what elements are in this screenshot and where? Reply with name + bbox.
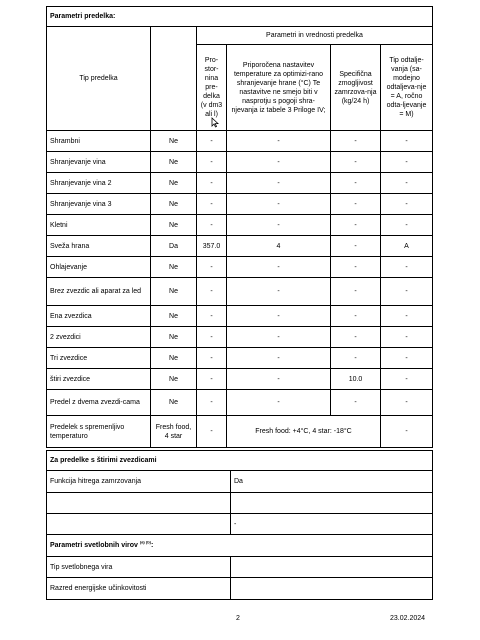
compartment-parameters-table	[46, 6, 433, 448]
compartment-capacity: -	[331, 236, 381, 257]
light-source-title-row	[47, 535, 433, 557]
compartment-name: Brez zvezdic ali aparat za led	[47, 278, 151, 306]
compartment-name: Kletni	[47, 215, 151, 236]
compartment-present: Ne	[151, 152, 197, 173]
light-source-label: Razred energijske učinkovitosti	[47, 578, 231, 600]
light-source-label: Tip svetlobnega vira	[47, 557, 231, 578]
compartment-capacity: -	[331, 194, 381, 215]
compartment-temperature: -	[227, 215, 331, 236]
compartment-present: Ne	[151, 327, 197, 348]
light-source-value	[231, 557, 433, 578]
light-source-title-suffix: :	[150, 542, 154, 549]
compartment-row	[47, 236, 433, 257]
compartment-row	[47, 215, 433, 236]
section-title: Parametri predelka:	[47, 7, 433, 27]
compartment-row	[47, 194, 433, 215]
compartment-name: Ohlajevanje	[47, 257, 151, 278]
compartment-name: Predel z dvema zvezdi-cama	[47, 390, 151, 416]
compartment-volume: -	[197, 131, 227, 152]
compartment-present: Ne	[151, 194, 197, 215]
compartment-capacity: -	[331, 215, 381, 236]
compartment-volume: -	[197, 369, 227, 390]
compartment-present: Ne	[151, 369, 197, 390]
compartment-row	[47, 131, 433, 152]
light-source-value	[231, 578, 433, 600]
four-star-value	[231, 493, 433, 514]
compartment-capacity: -	[331, 306, 381, 327]
compartment-name: Sveža hrana	[47, 236, 151, 257]
col-header-present	[151, 27, 197, 131]
compartment-volume: -	[197, 215, 227, 236]
light-source-row	[47, 557, 433, 578]
four-star-row	[47, 471, 433, 493]
compartment-present: Ne	[151, 306, 197, 327]
four-star-value: Da	[231, 471, 433, 493]
variable-row-temperature: Fresh food: +4°C, 4 star: -18°C	[227, 416, 381, 448]
col-header-capacity: Specifična zmogljivost zamrzova-nja (kg/24 h)	[331, 45, 381, 131]
compartment-volume: -	[197, 173, 227, 194]
compartment-name: Ena zvezdica	[47, 306, 151, 327]
compartment-present: Da	[151, 236, 197, 257]
four-star-title: Za predelke s štirimi zvezdicami	[47, 451, 433, 471]
four-star-label	[47, 493, 231, 514]
compartment-defrost: -	[381, 348, 433, 369]
compartment-defrost: -	[381, 369, 433, 390]
compartment-name: 2 zvezdici	[47, 327, 151, 348]
compartment-defrost: -	[381, 131, 433, 152]
compartment-row	[47, 390, 433, 416]
compartment-present: Ne	[151, 390, 197, 416]
compartment-name: štiri zvezdice	[47, 369, 151, 390]
compartment-defrost: -	[381, 194, 433, 215]
four-star-and-light-table	[46, 450, 433, 600]
variable-temperature-row	[47, 416, 433, 448]
compartment-row	[47, 369, 433, 390]
variable-row-defrost: -	[381, 416, 433, 448]
col-header-volume: Pro-stor-nina pre-delka (v dm3 ali l)	[197, 45, 227, 131]
compartment-temperature: -	[227, 152, 331, 173]
mouse-cursor-icon	[211, 117, 219, 128]
compartment-row	[47, 306, 433, 327]
four-star-label: Funkcija hitrega zamrzovanja	[47, 471, 231, 493]
compartment-temperature: 4	[227, 236, 331, 257]
compartment-capacity: 10.0	[331, 369, 381, 390]
compartment-volume: -	[197, 257, 227, 278]
compartment-row	[47, 278, 433, 306]
compartment-temperature: -	[227, 257, 331, 278]
compartment-temperature: -	[227, 278, 331, 306]
compartment-temperature: -	[227, 131, 331, 152]
compartment-temperature: -	[227, 327, 331, 348]
compartment-defrost: -	[381, 215, 433, 236]
compartment-volume: -	[197, 152, 227, 173]
footer-date: 23.02.2024	[390, 615, 426, 622]
compartment-defrost: -	[381, 257, 433, 278]
four-star-value: -	[231, 514, 433, 535]
compartment-volume: -	[197, 348, 227, 369]
compartment-row	[47, 257, 433, 278]
compartment-present: Ne	[151, 131, 197, 152]
compartment-defrost: -	[381, 327, 433, 348]
col-header-defrost: Tip odtalje-vanja (sa-modejno odtaljeva-nje = A, ročno odta-ljevanje = M)	[381, 45, 433, 131]
group-header-row	[47, 27, 433, 45]
compartment-name: Tri zvezdice	[47, 348, 151, 369]
compartment-defrost: -	[381, 278, 433, 306]
compartment-defrost: -	[381, 390, 433, 416]
compartment-present: Ne	[151, 173, 197, 194]
compartment-capacity: -	[331, 390, 381, 416]
four-star-title-row	[47, 451, 433, 471]
compartment-defrost: -	[381, 152, 433, 173]
four-star-row	[47, 493, 433, 514]
compartment-capacity: -	[331, 173, 381, 194]
compartment-rows	[47, 131, 433, 416]
compartment-capacity: -	[331, 327, 381, 348]
col-header-type: Tip predelka	[47, 27, 151, 131]
variable-row-volume: -	[197, 416, 227, 448]
section-title-row	[47, 7, 433, 27]
compartment-volume: -	[197, 194, 227, 215]
compartment-volume: -	[197, 278, 227, 306]
four-star-label	[47, 514, 231, 535]
compartment-row	[47, 327, 433, 348]
light-source-title	[47, 535, 433, 557]
compartment-volume: 357.0	[197, 236, 227, 257]
compartment-temperature: -	[227, 390, 331, 416]
compartment-name: Shranjevanje vina 2	[47, 173, 151, 194]
compartment-defrost: A	[381, 236, 433, 257]
compartment-defrost: -	[381, 173, 433, 194]
variable-row-present: Fresh food, 4 star	[151, 416, 197, 448]
footnote-markers: (a) (b)	[139, 539, 151, 545]
compartment-row	[47, 173, 433, 194]
compartment-temperature: -	[227, 369, 331, 390]
compartment-temperature: -	[227, 306, 331, 327]
compartment-present: Ne	[151, 257, 197, 278]
compartment-capacity: -	[331, 348, 381, 369]
compartment-row	[47, 348, 433, 369]
compartment-volume: -	[197, 327, 227, 348]
compartment-temperature: -	[227, 194, 331, 215]
compartment-capacity: -	[331, 131, 381, 152]
compartment-volume: -	[197, 306, 227, 327]
compartment-present: Ne	[151, 348, 197, 369]
compartment-capacity: -	[331, 257, 381, 278]
light-source-row	[47, 578, 433, 600]
compartment-name: Shrambni	[47, 131, 151, 152]
variable-row-name: Predelek s spremenljivo temperaturo	[47, 416, 151, 448]
compartment-present: Ne	[151, 215, 197, 236]
light-source-title-text: Parametri svetlobnih virov	[50, 542, 138, 549]
compartment-capacity: -	[331, 278, 381, 306]
compartment-name: Shranjevanje vina 3	[47, 194, 151, 215]
page-number: 2	[236, 615, 240, 622]
compartment-capacity: -	[331, 152, 381, 173]
compartment-defrost: -	[381, 306, 433, 327]
compartment-temperature: -	[227, 348, 331, 369]
compartment-temperature: -	[227, 173, 331, 194]
group-header: Parametri in vrednosti predelka	[197, 27, 433, 45]
compartment-present: Ne	[151, 278, 197, 306]
four-star-row	[47, 514, 433, 535]
compartment-name: Shranjevanje vina	[47, 152, 151, 173]
compartment-volume: -	[197, 390, 227, 416]
col-header-temperature: Priporočena nastavitev temperature za optimizi-rano shranjevanje hrane (°C) Te nastavitve ne smejo biti v nasprotju s pogoji shra-njevanja iz tabele 3 Priloge IV;	[227, 45, 331, 131]
compartment-row	[47, 152, 433, 173]
